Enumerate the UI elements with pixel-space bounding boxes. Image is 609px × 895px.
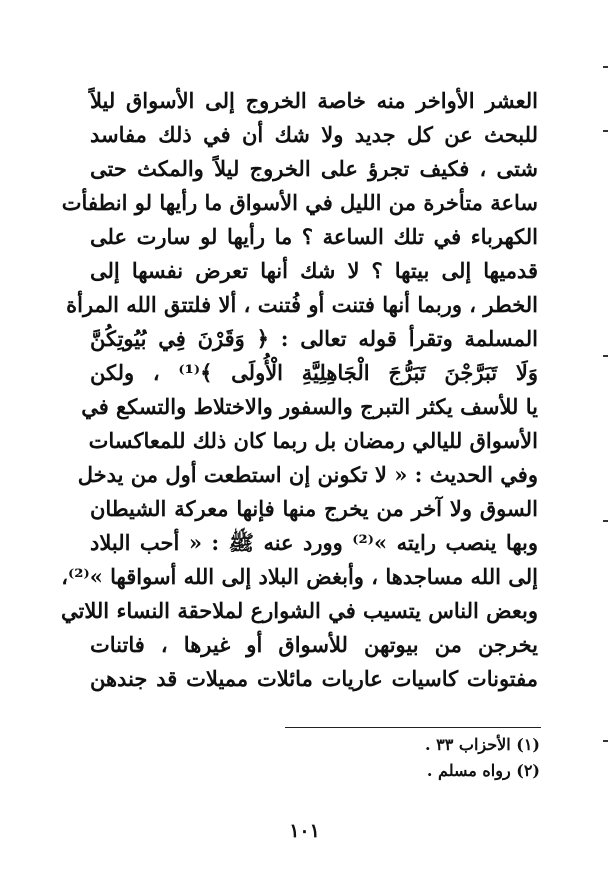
body-line: الخطر ، وربما أنها فتنت أو فُتنت ، ألا فلتتق الله المرأة (66, 292, 538, 317)
body-line: يا للأسف يكثر التبرج والسفور والاختلاط والتسكع في (81, 394, 538, 419)
edge-mark (603, 355, 608, 357)
body-line: وفي الحديث : « لا تكونن إن استطعت أول من يدخل (77, 462, 538, 487)
body-line: وبها ينصب رايته »⁽²⁾ وورد عنه ﷺ : « أحب البلاد (90, 530, 538, 555)
page-number: ١٠١ (289, 820, 320, 842)
page-body (61, 84, 538, 696)
body-line: وَلَا تَبَرَّجْنَ تَبَرُّجَ الْجَاهِلِيَّةِ الْأُولَى ﴾⁽¹⁾ ، ولكن (90, 360, 538, 385)
footnote: (١) الأحزاب ٣٣ . (424, 735, 540, 754)
body-line: للبحث عن كل جديد ولا شك أن في ذلك مفاسد (90, 122, 538, 147)
body-line: العشر الأواخر منه خاصة الخروج إلى الأسواق ليلاً (90, 88, 538, 113)
body-line: قدميها إلى بيتها ؟ لا شك أنها تعرض نفسها إلى (90, 258, 538, 283)
edge-mark (603, 740, 608, 742)
edge-mark (603, 520, 608, 522)
body-line: الكهرباء في تلك الساعة ؟ ما رأيها لو سارت على (90, 224, 538, 249)
edge-mark (603, 130, 608, 132)
body-line: يخرجن من بيوتهن للأسواق أو غيرها ، فاتنات (90, 632, 538, 657)
body-line: إلى الله مساجدها ، وأبغض البلاد إلى الله أسواقها »⁽²⁾، (61, 564, 538, 589)
body-line: ساعة متأخرة من الليل في الأسواق ما رأيها لو انطفأت (61, 190, 538, 215)
footnote: (٢) رواه مسلم . (426, 761, 540, 780)
body-line: السوق ولا آخر من يخرج منها فإنها معركة الشيطان (90, 496, 538, 521)
edge-mark (603, 66, 608, 68)
body-line: الأسواق لليالي رمضان بل ربما كان ذلك للمعاكسات (88, 428, 538, 453)
body-line: وبعض الناس يتسيب في الشوارع لملاحقة النساء اللاتي (61, 598, 538, 623)
footnote-divider (285, 727, 541, 728)
footnotes (280, 732, 540, 784)
body-line: المسلمة وتقرأ قوله تعالى : ﴿ وَقَرْنَ فِي بُيُوتِكُنَّ (90, 326, 538, 351)
body-line: مفتونات كاسيات عاريات مائلات مميلات قد جندهن (90, 666, 538, 691)
body-line: شتى ، فكيف تجرؤ على الخروج ليلاً والمكث حتى (90, 156, 538, 181)
